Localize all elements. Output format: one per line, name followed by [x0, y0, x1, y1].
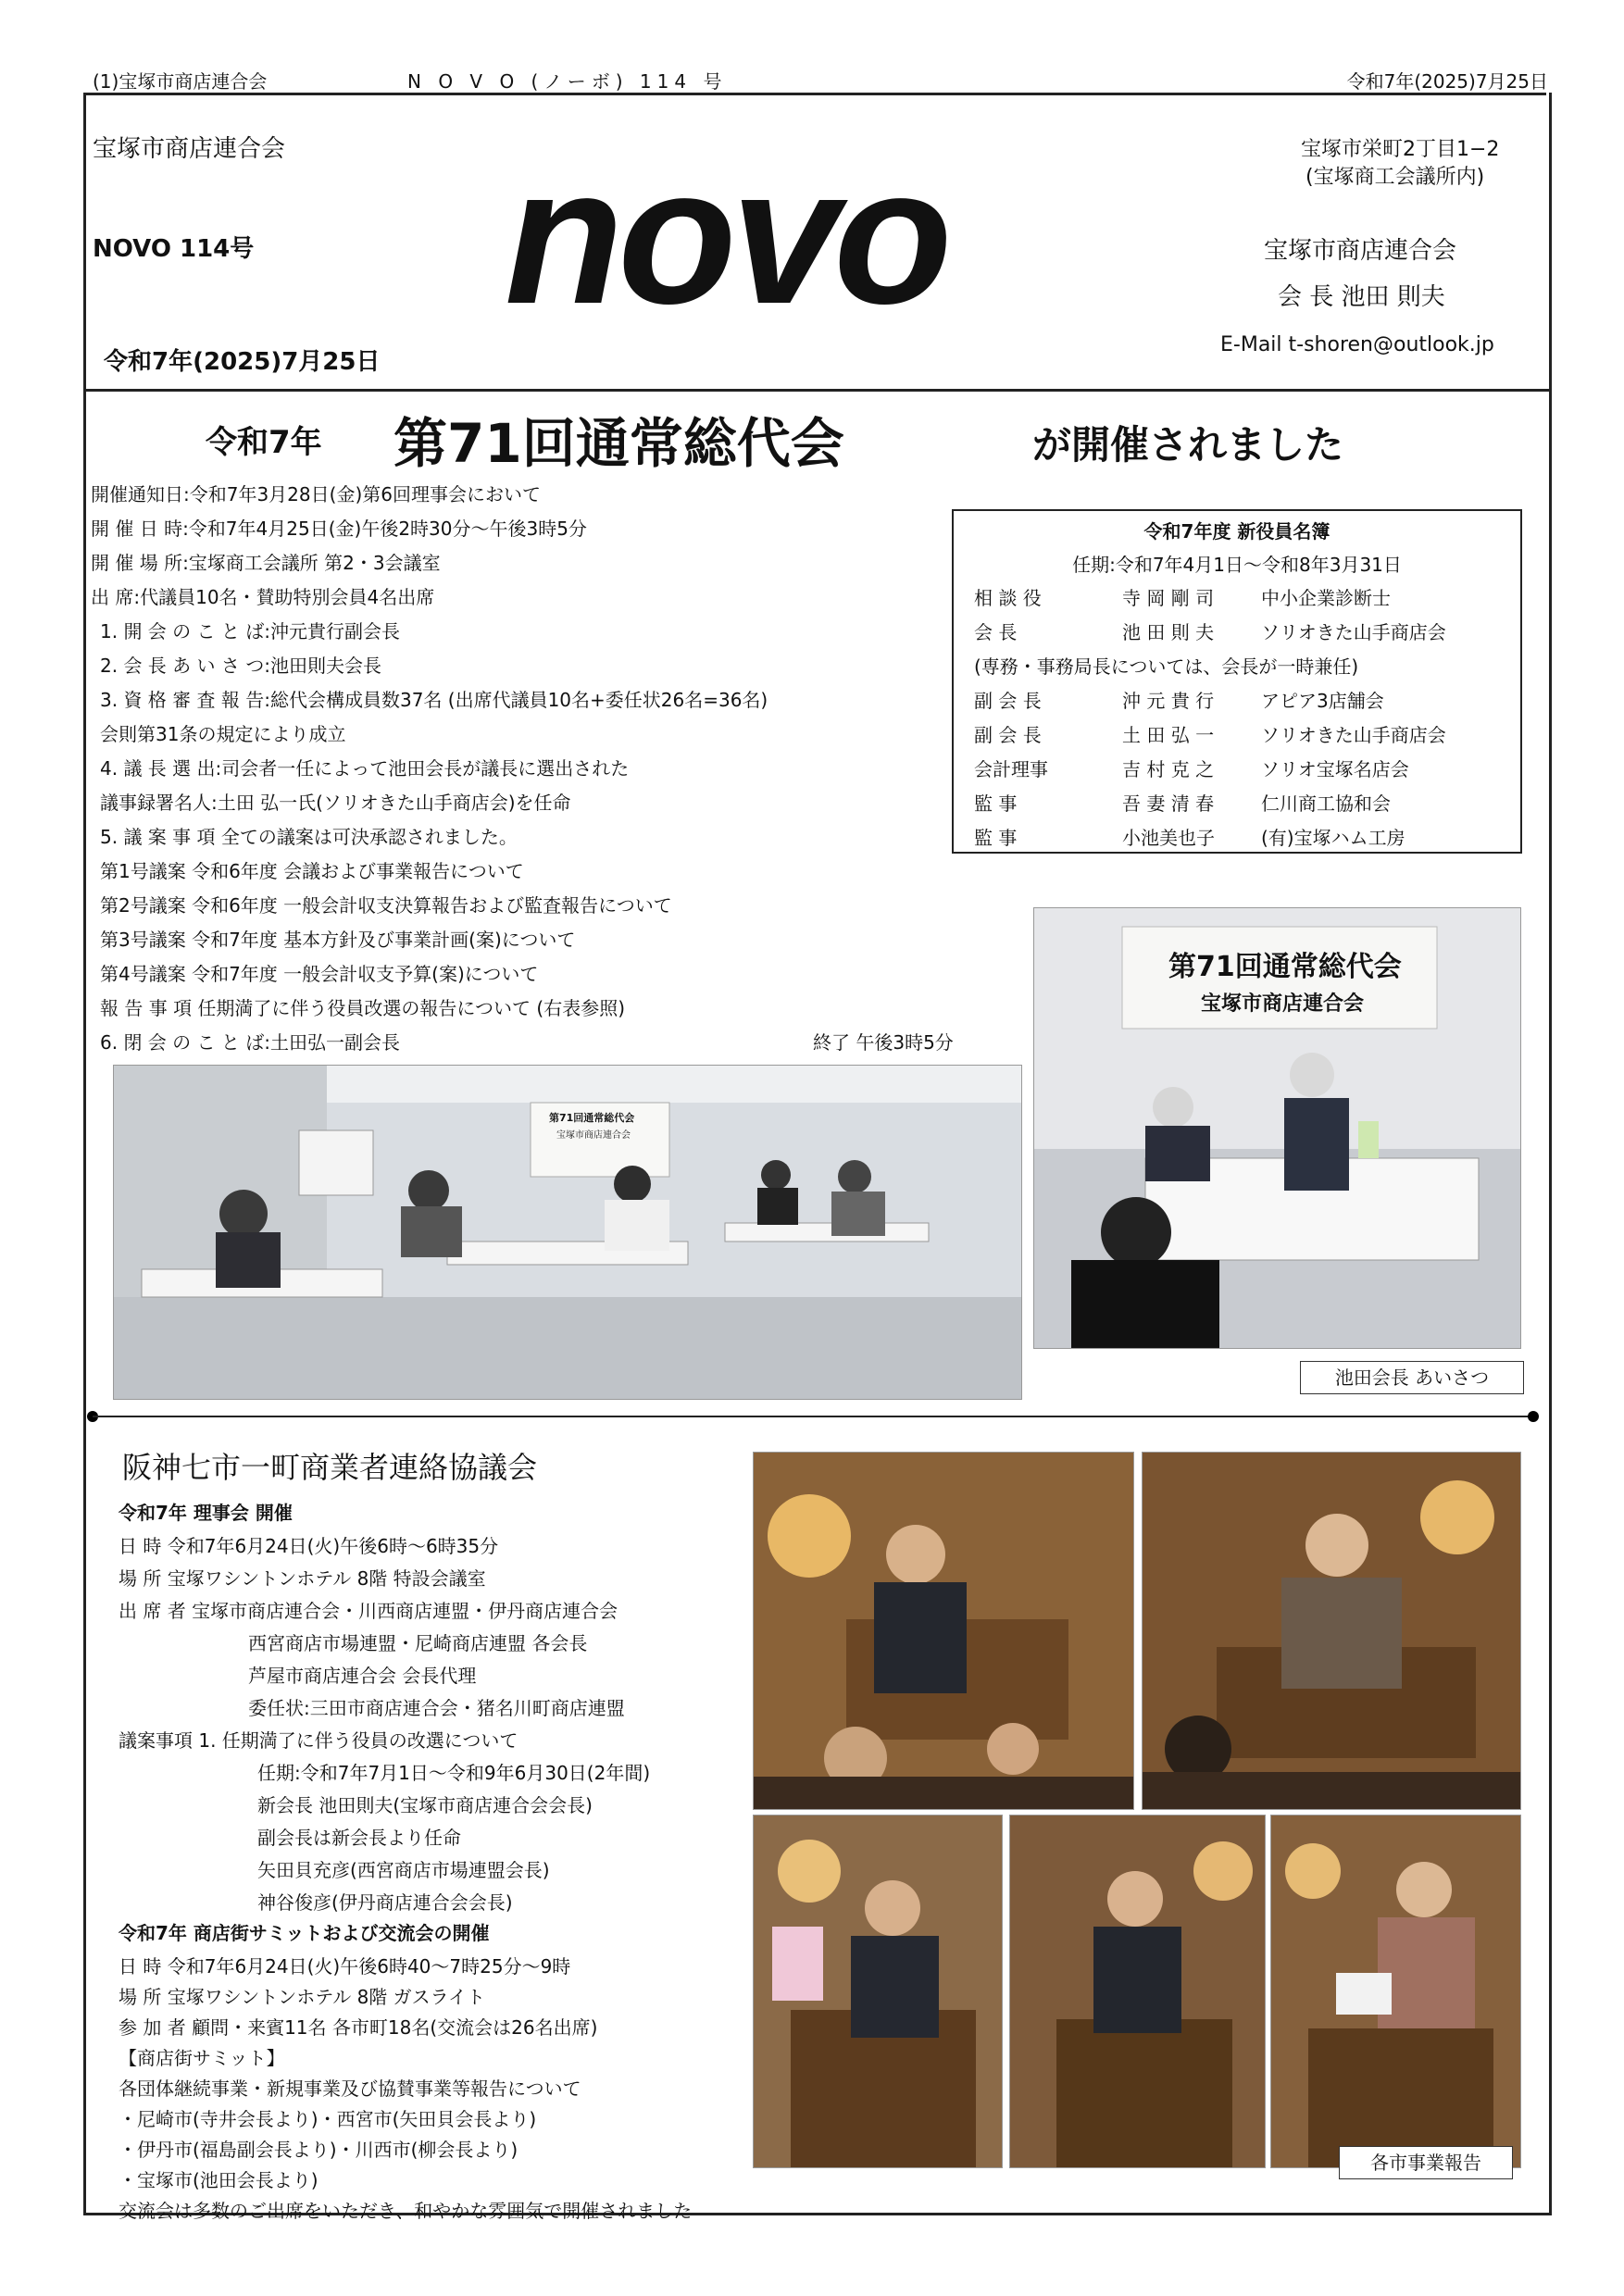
- header-org: (1)宝塚市商店連合会: [93, 70, 268, 93]
- body-line: 議事録署名人:土田 弘一氏(ソリオきた山手商店会)を任命: [100, 792, 571, 814]
- divider-dot-right: [1528, 1411, 1539, 1422]
- masthead-org2: 宝塚市商店連合会: [1264, 237, 1457, 265]
- officer-org: 中小企業診断士: [1261, 587, 1391, 609]
- officer-org: アピア3店舗会: [1261, 690, 1384, 712]
- block1-line: 神谷俊彦(伊丹商店連合会会長): [257, 1891, 513, 1914]
- masthead-date: 令和7年(2025)7月25日: [104, 348, 381, 376]
- block1-line: 委任状:三田市商店連合会・猪名川町商店連盟: [248, 1697, 625, 1719]
- block1-line: 新会長 池田則夫(宝塚市商店連合会会長): [257, 1794, 593, 1816]
- masthead-email[interactable]: E-Mail t-shoren@outlook.jp: [1220, 333, 1494, 356]
- body-line: 3. 資 格 審 査 報 告:総代会構成員数37名 (出席代議員10名+委任状26名=36名): [100, 689, 768, 711]
- article1-title-post: が開催されました: [1032, 422, 1344, 468]
- body-line: 開催通知日:令和7年3月28日(金)第6回理事会において: [91, 483, 541, 505]
- officer-name: 寺 岡 剛 司: [1122, 587, 1215, 609]
- body-line: 2. 会 長 あ い さ つ:池田則夫会長: [100, 655, 381, 677]
- photo-caption-2: 各市事業報告: [1339, 2146, 1513, 2179]
- speaker-photo-1: [753, 1452, 1134, 1810]
- president-speech-photo: [1033, 907, 1521, 1349]
- photo-caption: 池田会長 あいさつ: [1300, 1361, 1524, 1394]
- body-line: 第3号議案 令和7年度 基本方針及び事業計画(案)について: [100, 929, 576, 951]
- officer-name: 吉 村 克 之: [1122, 758, 1215, 780]
- body-line: 報 告 事 項 任期満了に伴う役員改選の報告について (右表参照): [100, 997, 625, 1019]
- body-line: 第2号議案 令和6年度 一般会計収支決算報告および監査報告について: [100, 894, 672, 917]
- block2-line: ・宝塚市(池田会長より): [119, 2169, 319, 2191]
- block1-line: 日 時 令和7年6月24日(火)午後6時〜6時35分: [119, 1535, 499, 1557]
- article1-body: [91, 480, 970, 1054]
- block1-line: 場 所 宝塚ワシントンホテル 8階 特設会議室: [119, 1567, 486, 1590]
- officer-name: 吾 妻 清 春: [1122, 792, 1215, 815]
- block2-line: 日 時 令和7年6月24日(火)午後6時40〜7時25分〜9時: [119, 1955, 571, 1978]
- article2-title: 阪神七市一町商業者連絡協議会: [122, 1450, 538, 1485]
- block1-line: 出 席 者 宝塚市商店連合会・川西商店連盟・伊丹商店連合会: [119, 1600, 618, 1622]
- block2-line: 場 所 宝塚ワシントンホテル 8階 ガスライト: [119, 1986, 486, 2008]
- section-divider: [93, 1416, 1537, 1417]
- block1-line: 議案事項 1. 任期満了に伴う役員の改選について: [119, 1729, 518, 1752]
- officer-role: 副 会 長: [974, 724, 1042, 746]
- officer-org: ソリオきた山手商店会: [1261, 621, 1446, 643]
- article1-title-main: 第71回通常総代会: [394, 412, 844, 475]
- speaker-photo-2: [1142, 1452, 1521, 1810]
- article1-title-pre: 令和7年: [206, 424, 322, 461]
- officer-role: 会計理事: [974, 758, 1048, 780]
- block2-line: ・尼崎市(寺井会長より)・西宮市(矢田貝会長より): [119, 2108, 537, 2130]
- masthead-issue: NOVO 114号: [93, 235, 255, 263]
- body-line: 第4号議案 令和7年度 一般会計収支予算(案)について: [100, 963, 539, 985]
- speaker-photo-5: [1270, 1815, 1521, 2168]
- address-line1: 宝塚市栄町2丁目1−2: [1301, 138, 1500, 161]
- body-line: 開 催 日 時:令和7年4月25日(金)午後2時30分〜午後3時5分: [91, 518, 587, 540]
- speaker-photo-3: [753, 1815, 1003, 2168]
- masthead-org: 宝塚市商店連合会: [93, 135, 286, 163]
- officer-note: (専務・事務局長については、会長が一時兼任): [974, 655, 1359, 678]
- officer-role: 相 談 役: [974, 587, 1042, 609]
- article2-sub2: 令和7年 商店街サミットおよび交流会の開催: [119, 1922, 490, 1944]
- officers-box: [952, 509, 1522, 854]
- speaker-photo-4: [1009, 1815, 1266, 2168]
- officer-role: 副 会 長: [974, 690, 1042, 712]
- officer-name: 小池美也子: [1122, 827, 1215, 849]
- body-line: 6. 閉 会 の こ と ば:土田弘一副会長: [100, 1031, 400, 1054]
- block2-line: 参 加 者 顧問・来賓11名 各市町18名(交流会は26名出席): [119, 2016, 598, 2039]
- end-time: 終了 午後3時5分: [813, 1031, 954, 1054]
- address-line2: (宝塚商工会議所内): [1305, 166, 1485, 189]
- block1-line: 矢田貝充彦(西宮商店市場連盟会長): [257, 1859, 550, 1881]
- body-line: 1. 開 会 の こ と ば:沖元貴行副会長: [100, 620, 400, 643]
- block2-line: 各団体継続事業・新規事業及び協賛事業等報告について: [119, 2078, 581, 2100]
- officers-term: 任期:令和7年4月1日〜令和8年3月31日: [1072, 554, 1402, 576]
- officer-org: (有)宝塚ハム工房: [1261, 827, 1405, 849]
- officer-name: 沖 元 貴 行: [1122, 690, 1215, 712]
- banner-subtitle: 宝塚市商店連合会: [1201, 992, 1365, 1016]
- body-line: 会則第31条の規定により成立: [100, 723, 346, 745]
- officer-org: ソリオ宝塚名店会: [1261, 758, 1409, 780]
- banner-title: 第71回通常総代会: [1168, 951, 1402, 983]
- officer-role: 監 事: [974, 792, 1018, 815]
- article2-block1: [119, 1531, 748, 1976]
- header-date: 令和7年(2025)7月25日: [1346, 70, 1548, 93]
- novo-logo: novo: [505, 127, 947, 344]
- officer-role: 会 長: [974, 621, 1018, 643]
- block2-line: ・伊丹市(福島副会長より)・川西市(柳会長より): [119, 2139, 518, 2161]
- body-line: 第1号議案 令和6年度 会議および事業報告について: [100, 860, 524, 882]
- header-issue: N O V O (ノーボ) 114 号: [407, 70, 728, 93]
- officer-org: 仁川商工協和会: [1261, 792, 1391, 815]
- masthead-president: 会 長 池田 則夫: [1278, 283, 1445, 311]
- body-line: 出 席:代議員10名・賛助特別会員4名出席: [91, 586, 435, 608]
- small-banner-text: 第71回通常総代会: [549, 1112, 635, 1124]
- block1-line: 任期:令和7年7月1日〜令和9年6月30日(2年間): [257, 1762, 651, 1784]
- meeting-room-photo: [113, 1065, 1022, 1400]
- block1-line: 芦屋市商店連合会 会長代理: [248, 1665, 477, 1687]
- block2-line: 【商店街サミット】: [119, 2047, 285, 2069]
- body-line: 4. 議 長 選 出:司会者一任によって池田会長が議長に選出された: [100, 757, 630, 780]
- body-line: 開 催 場 所:宝塚商工会議所 第2・3会議室: [91, 552, 441, 574]
- officer-name: 池 田 則 夫: [1122, 621, 1215, 643]
- masthead-rule: [83, 389, 1549, 392]
- officers-title: 令和7年度 新役員名簿: [1143, 520, 1330, 543]
- article2-sub1: 令和7年 理事会 開催: [119, 1502, 293, 1524]
- officer-name: 土 田 弘 一: [1122, 724, 1215, 746]
- block1-line: 西宮商店市場連盟・尼崎商店連盟 各会長: [248, 1632, 588, 1654]
- body-line: 5. 議 案 事 項 全ての議案は可決承認されました。: [100, 826, 518, 848]
- article2-block2: [119, 1952, 748, 2222]
- officer-role: 監 事: [974, 827, 1018, 849]
- small-banner-text2: 宝塚市商店連合会: [556, 1130, 631, 1141]
- block1-line: 副会長は新会長より任命: [257, 1827, 461, 1849]
- block2-line: 交流会は多数のご出席をいただき、和やかな雰囲気で開催されました: [119, 2200, 693, 2222]
- officer-org: ソリオきた山手商店会: [1261, 724, 1446, 746]
